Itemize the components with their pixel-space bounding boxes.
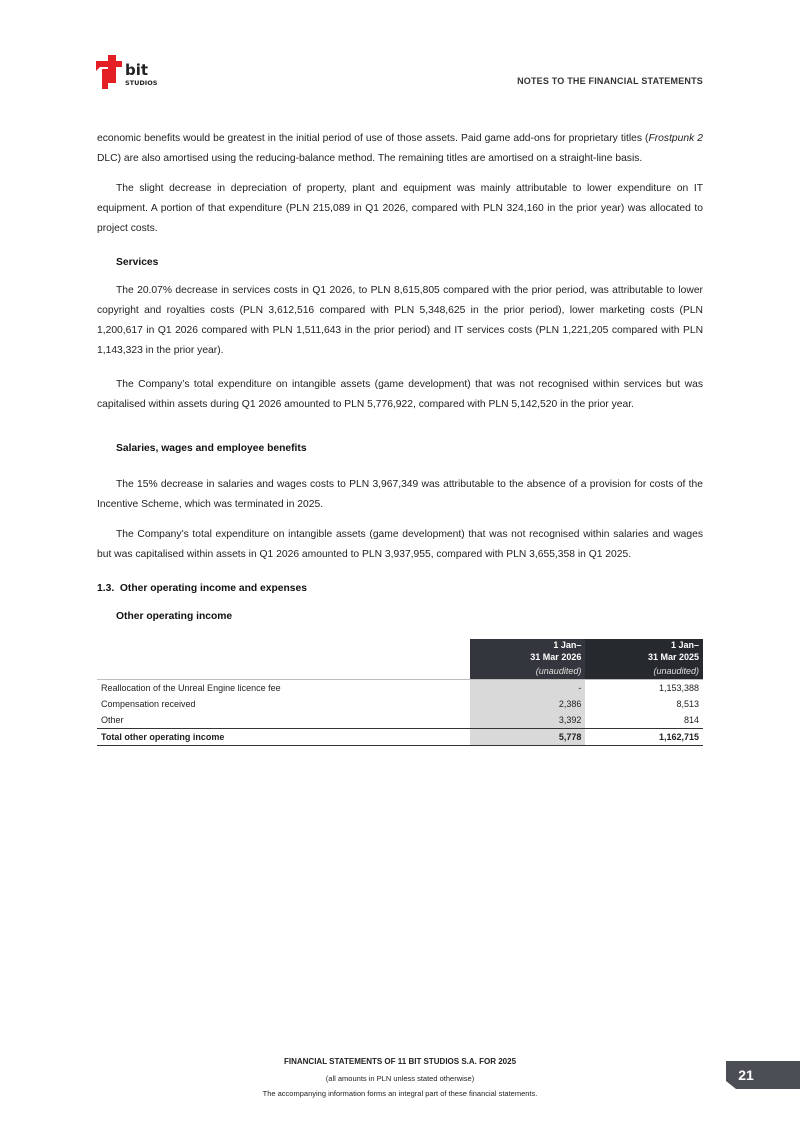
- paragraph-salaries-capitalised: The Company’s total expenditure on intangible assets (game development) that was not recognised within salaries and wages but was capitalised within assets in Q1 2026 amounted to PLN 3,937,955, compared with PLN 3,655,358 in Q1 2025.: [97, 529, 703, 560]
- table-total-row: Total other operating income 5,778 1,162,715: [97, 729, 703, 746]
- svg-text:STUDIOS: STUDIOS: [125, 79, 158, 87]
- column-subheader-2026: (unaudited): [470, 663, 586, 680]
- section-number: 1.3.: [97, 583, 115, 594]
- page-number: 21: [738, 1067, 754, 1083]
- table-header-row: [97, 639, 703, 663]
- footer-title: FINANCIAL STATEMENTS OF 11 BIT STUDIOS S.A. FOR 2025: [283, 1057, 517, 1066]
- column-subheader-2025: (unaudited): [585, 663, 703, 680]
- footer-note-integral: The accompanying information forms an integral part of these financial statements.: [262, 1089, 538, 1098]
- paragraph-services-capitalised: The Company’s total expenditure on intangible assets (game development) that was not recognised within services but was capitalised within assets during Q1 2026 amounted to PLN 5,776,922, compared with PLN 5,142,520 in the prior year.: [97, 379, 703, 410]
- table-row: Other 3,392 814: [97, 712, 703, 729]
- column-header-2025: 1 Jan– 31 Mar 2025: [585, 639, 703, 663]
- paragraph-amortisation: economic benefits would be greatest in the initial period of use of those assets. Paid game add-ons for proprietary titles (Frostpunk 2 DLC) are also amortised using the reducing-balance method. The remaining titles are amortised on a straight-line basis.: [97, 133, 703, 164]
- heading-salaries: Salaries, wages and employee benefits: [116, 443, 307, 454]
- table-row: Reallocation of the Unreal Engine licence fee - 1,153,388: [97, 680, 703, 697]
- table-subheader-row: [97, 663, 703, 680]
- section-heading: [97, 579, 703, 599]
- paragraph-salaries-costs: The 15% decrease in salaries and wages costs to PLN 3,967,349 was attributable to the absence of a provision for costs of the Incentive Scheme, which was terminated in 2025.: [97, 479, 703, 510]
- section-title: Other operating income and expenses: [119, 583, 307, 594]
- header-title: NOTES TO THE FINANCIAL STATEMENTS: [517, 76, 703, 86]
- other-operating-income-table: [97, 639, 703, 746]
- svg-text:bit: bit: [125, 61, 149, 79]
- column-header-2026: 1 Jan– 31 Mar 2026: [470, 639, 586, 663]
- game-title: Frostpunk 2: [648, 133, 703, 144]
- footer-note-amounts: (all amounts in PLN unless stated otherwise): [325, 1074, 475, 1083]
- company-logo: [96, 55, 158, 89]
- heading-services: Services: [116, 257, 159, 268]
- paragraph-depreciation: The slight decrease in depreciation of property, plant and equipment was mainly attributable to lower expenditure on IT equipment. A portion of that expenditure (PLN 215,089 in Q1 2026, compared with PLN 324,160 in the prior year) was allocated to project costs.: [97, 183, 703, 234]
- heading-other-operating-income: Other operating income: [116, 611, 233, 622]
- main-content: [97, 129, 703, 746]
- paragraph-services-costs: The 20.07% decrease in services costs in Q1 2026, to PLN 8,615,805 compared with the prior period, was attributable to lower copyright and royalties costs (PLN 3,612,516 compared with PLN 5,348,625 in the prior period), lower marketing costs (PLN 1,200,617 in Q1 2026 compared with PLN 1,511,643 in the prior period) and IT services costs (PLN 1,221,205 compared with PLN 1,143,323 in the prior year).: [97, 285, 703, 356]
- table-row: Compensation received 2,386 8,513: [97, 696, 703, 712]
